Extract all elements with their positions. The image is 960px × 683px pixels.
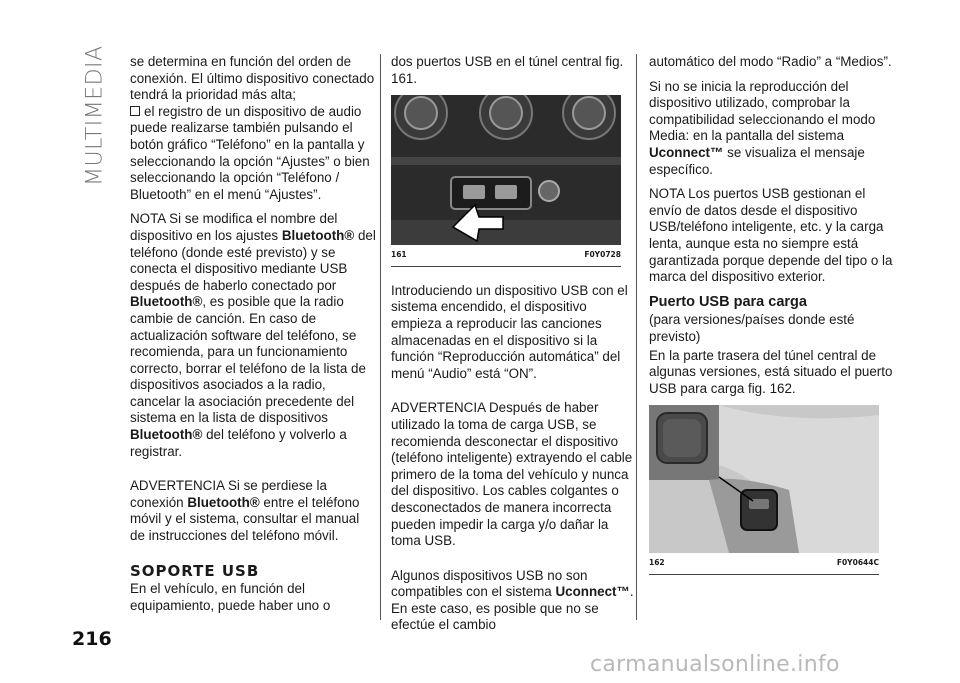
paragraph: automático del modo “Radio” a “Medios”. [649, 54, 892, 69]
paragraph: Si no se inicia la reproducción del dispositivo utilizado, comprobar la compatibilidad seleccionando el modo Media: en la pantalla del sistema Uconnect™ se visualiza el mensaje específico. [649, 78, 876, 177]
text-column-2 [391, 54, 637, 642]
usb-charging-illustration [649, 405, 879, 553]
note-paragraph: NOTA Si se modifica el nombre del dispositivo en los ajustes Bluetooth® del teléfono (donde esté previsto) y se conecta el dispositivo mediante USB después de haberlo conectado por Bluetooth®, es posible que la radio cambie de canción. En caso de actualización software del teléfono, se recomienda, para un funcionamiento correcto, borrar el teléfono de la lista de dispositivos asociados a la radio, cancelar la asociación precedente del sistema en la lista de dispositivos Bluetooth® del teléfono y volverlo a registrar. [130, 211, 376, 459]
watermark-text: carmanualsonline.info [590, 652, 840, 677]
usb-tunnel-photo [391, 95, 621, 245]
figure-162 [649, 405, 879, 575]
paragraph: Introduciendo un dispositivo USB con el sistema encendido, el dispositivo empieza a reproducir las canciones almacenadas en el dispositivo si la función “Reproducción automática” del menú “Audio” está “ON”. [391, 282, 628, 381]
figure-caption: 162 F0Y0644C [649, 553, 879, 575]
warning-paragraph: ADVERTENCIA Si se perdiese la conexión Bluetooth® entre el teléfono móvil y el sistema, consultar el manual de instrucciones del teléfono móvil. [130, 478, 360, 544]
paragraph: dos puertos USB en el túnel central fig. 161. [391, 54, 624, 86]
section-side-label: MULTIMEDIA [82, 45, 108, 186]
warning-paragraph: ADVERTENCIA Después de haber utilizado la toma de carga USB, se recomienda desconectar el dispositivo (teléfono inteligente) extrayendo el cable primero de la toma del vehículo y nunca del dispositivo. Los cables colgantes o desconectados de manera incorrecta pueden impedir la carga y/o dañar la toma USB. [391, 400, 633, 549]
paragraph: se determina en función del orden de conexión. El último dispositivo conectado tendrá la prioridad más alta; el registro de un dispositivo de audio puede realizarse también pulsando el botón gráfico “Teléfono” en la pantalla y seleccionando la opción “Ajustes” o bien seleccionando la opción “Teléfono / Bluetooth” en el menú “Ajustes”. [130, 54, 375, 202]
text-column-1 [130, 54, 376, 622]
column-divider [380, 54, 381, 620]
figure-caption: 161 F0Y0728 [391, 245, 621, 267]
subsection-heading: Puerto USB para carga [649, 293, 807, 310]
usb-ports-illustration [391, 95, 621, 245]
page-number: 216 [72, 628, 112, 650]
note-paragraph: NOTA Los puertos USB gestionan el envío de datos desde el dispositivo USB/teléfono inteligente, etc. y la carga lenta, aunque esta no siempre está garantizada porque depende del tipo o la marca del dispositivo exterior. [649, 186, 893, 285]
paragraph: (para versiones/países donde esté previsto) [649, 312, 855, 344]
figure-161 [391, 95, 621, 267]
text-column-3 [649, 54, 895, 591]
paragraph: En el vehículo, en función del equipamiento, puede haber uno o [130, 581, 331, 613]
usb-charging-port-photo [649, 405, 879, 553]
paragraph: En la parte trasera del túnel central de algunas versiones, está situado el puerto USB para carga fig. 162. [649, 347, 893, 396]
section-heading: SOPORTE USB [130, 561, 260, 580]
checkbox-bullet-icon [130, 106, 140, 116]
paragraph: Algunos dispositivos USB no son compatibles con el sistema Uconnect™. En este caso, es posible que no se efectúe el cambio [391, 567, 634, 633]
